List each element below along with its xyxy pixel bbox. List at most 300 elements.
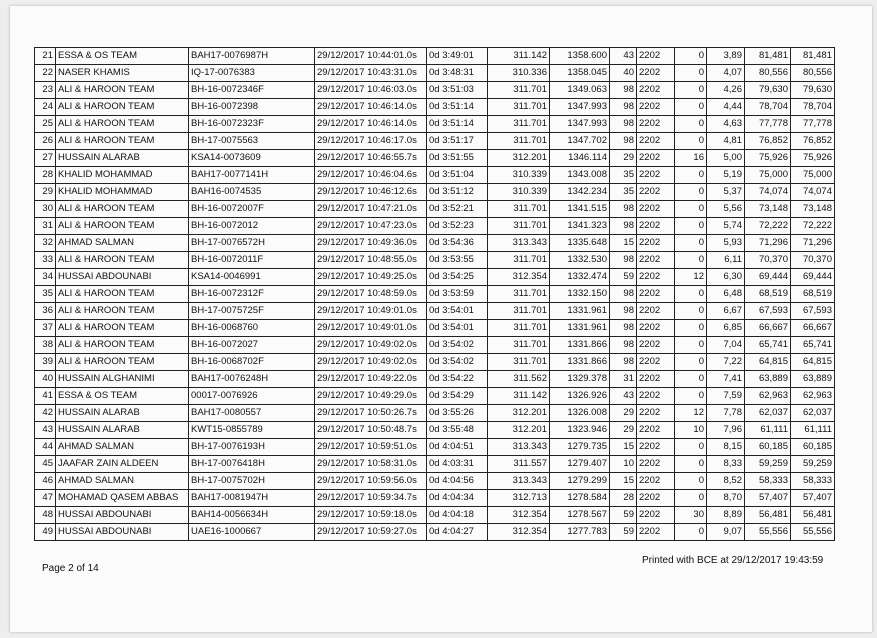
cell-code: 2202 <box>637 269 675 286</box>
cell-coefficient: 7,78 <box>707 405 745 422</box>
cell-speed: 1349.063 <box>550 82 610 99</box>
cell-speed: 1278.584 <box>550 490 610 507</box>
cell-arrival-time: 29/12/2017 10:49:01.0s <box>315 303 427 320</box>
cell-fancier-name: ALI & HAROON TEAM <box>56 320 189 337</box>
cell-speed: 1326.926 <box>550 388 610 405</box>
cell-code: 2202 <box>637 48 675 65</box>
cell-coefficient: 4,26 <box>707 82 745 99</box>
cell-distance: 311.701 <box>488 252 550 269</box>
cell-distance: 312.201 <box>488 150 550 167</box>
cell-code: 2202 <box>637 65 675 82</box>
cell-flag: 0 <box>675 303 707 320</box>
cell-arrival-time: 29/12/2017 10:49:02.0s <box>315 337 427 354</box>
cell-ring-number: BH-16-0072346F <box>189 82 315 99</box>
cell-fancier-name: HUSSAIN ALARAB <box>56 150 189 167</box>
cell-points: 67,593 <box>745 303 791 320</box>
cell-flag: 12 <box>675 269 707 286</box>
cell-speed: 1342.234 <box>550 184 610 201</box>
cell-position: 38 <box>35 337 56 354</box>
cell-points: 74,074 <box>745 184 791 201</box>
cell-entries: 98 <box>610 133 637 150</box>
cell-distance: 311.701 <box>488 99 550 116</box>
table-row <box>35 99 835 116</box>
cell-entries: 10 <box>610 456 637 473</box>
table-row <box>35 235 835 252</box>
cell-flight-duration: 0d 3:51:17 <box>427 133 488 150</box>
cell-entries: 98 <box>610 286 637 303</box>
cell-position: 48 <box>35 507 56 524</box>
cell-points: 73,148 <box>745 201 791 218</box>
cell-points: 62,037 <box>745 405 791 422</box>
cell-flag: 0 <box>675 354 707 371</box>
cell-fancier-name: HUSSAI ABDOUNABI <box>56 269 189 286</box>
table-row <box>35 354 835 371</box>
cell-distance: 312.354 <box>488 524 550 541</box>
cell-distance: 311.701 <box>488 286 550 303</box>
cell-ring-number: BAH17-0076248H <box>189 371 315 388</box>
cell-points-total: 61,111 <box>791 422 835 439</box>
cell-arrival-time: 29/12/2017 10:49:29.0s <box>315 388 427 405</box>
cell-points-total: 72,222 <box>791 218 835 235</box>
cell-flight-duration: 0d 3:54:01 <box>427 320 488 337</box>
printed-timestamp: Printed with BCE at 29/12/2017 19:43:59 <box>642 555 824 566</box>
cell-flight-duration: 0d 3:51:12 <box>427 184 488 201</box>
cell-distance: 312.354 <box>488 269 550 286</box>
cell-fancier-name: AHMAD SALMAN <box>56 439 189 456</box>
cell-flight-duration: 0d 3:54:29 <box>427 388 488 405</box>
cell-arrival-time: 29/12/2017 10:58:31.0s <box>315 456 427 473</box>
cell-distance: 310.339 <box>488 167 550 184</box>
cell-position: 43 <box>35 422 56 439</box>
cell-code: 2202 <box>637 201 675 218</box>
table-row <box>35 150 835 167</box>
cell-code: 2202 <box>637 184 675 201</box>
cell-code: 2202 <box>637 422 675 439</box>
cell-code: 2202 <box>637 337 675 354</box>
cell-code: 2202 <box>637 150 675 167</box>
cell-arrival-time: 29/12/2017 10:59:56.0s <box>315 473 427 490</box>
cell-code: 2202 <box>637 99 675 116</box>
cell-entries: 43 <box>610 48 637 65</box>
table-row <box>35 116 835 133</box>
cell-position: 49 <box>35 524 56 541</box>
cell-fancier-name: ALI & HAROON TEAM <box>56 303 189 320</box>
cell-entries: 98 <box>610 218 637 235</box>
cell-coefficient: 5,00 <box>707 150 745 167</box>
cell-points-total: 68,519 <box>791 286 835 303</box>
cell-speed: 1347.702 <box>550 133 610 150</box>
cell-code: 2202 <box>637 286 675 303</box>
cell-ring-number: BAH16-0074535 <box>189 184 315 201</box>
cell-arrival-time: 29/12/2017 10:59:34.7s <box>315 490 427 507</box>
cell-speed: 1347.993 <box>550 116 610 133</box>
cell-speed: 1341.323 <box>550 218 610 235</box>
cell-speed: 1331.866 <box>550 354 610 371</box>
cell-ring-number: BH-17-0076572H <box>189 235 315 252</box>
cell-distance: 312.201 <box>488 405 550 422</box>
table-row <box>35 303 835 320</box>
cell-points: 56,481 <box>745 507 791 524</box>
cell-speed: 1331.866 <box>550 337 610 354</box>
cell-speed: 1323.946 <box>550 422 610 439</box>
cell-ring-number: BH-17-0076418H <box>189 456 315 473</box>
cell-distance: 311.701 <box>488 133 550 150</box>
cell-position: 22 <box>35 65 56 82</box>
cell-entries: 31 <box>610 371 637 388</box>
cell-speed: 1335.648 <box>550 235 610 252</box>
cell-code: 2202 <box>637 82 675 99</box>
cell-flag: 0 <box>675 252 707 269</box>
cell-points: 65,741 <box>745 337 791 354</box>
cell-fancier-name: HUSSAIN ALGHANIMI <box>56 371 189 388</box>
cell-distance: 313.343 <box>488 439 550 456</box>
cell-entries: 98 <box>610 337 637 354</box>
cell-position: 30 <box>35 201 56 218</box>
cell-distance: 311.701 <box>488 82 550 99</box>
table-row <box>35 371 835 388</box>
cell-position: 39 <box>35 354 56 371</box>
cell-flag: 0 <box>675 116 707 133</box>
cell-speed: 1346.114 <box>550 150 610 167</box>
cell-flag: 0 <box>675 439 707 456</box>
cell-flight-duration: 0d 3:51:14 <box>427 99 488 116</box>
cell-points: 68,519 <box>745 286 791 303</box>
cell-fancier-name: HUSSAI ABDOUNABI <box>56 524 189 541</box>
cell-entries: 40 <box>610 65 637 82</box>
cell-distance: 311.701 <box>488 116 550 133</box>
cell-flag: 0 <box>675 235 707 252</box>
cell-points-total: 56,481 <box>791 507 835 524</box>
cell-flight-duration: 0d 3:54:25 <box>427 269 488 286</box>
cell-arrival-time: 29/12/2017 10:49:01.0s <box>315 320 427 337</box>
cell-fancier-name: HUSSAIN ALARAB <box>56 405 189 422</box>
cell-code: 2202 <box>637 354 675 371</box>
cell-flag: 0 <box>675 167 707 184</box>
cell-code: 2202 <box>637 473 675 490</box>
cell-flag: 0 <box>675 320 707 337</box>
cell-ring-number: BH-16-0072323F <box>189 116 315 133</box>
cell-arrival-time: 29/12/2017 10:50:48.7s <box>315 422 427 439</box>
cell-points: 80,556 <box>745 65 791 82</box>
table-row <box>35 269 835 286</box>
cell-flag: 30 <box>675 507 707 524</box>
cell-flight-duration: 0d 3:51:14 <box>427 116 488 133</box>
cell-arrival-time: 29/12/2017 10:48:59.0s <box>315 286 427 303</box>
cell-coefficient: 5,37 <box>707 184 745 201</box>
cell-coefficient: 6,48 <box>707 286 745 303</box>
cell-points-total: 78,704 <box>791 99 835 116</box>
cell-speed: 1331.961 <box>550 303 610 320</box>
cell-points: 57,407 <box>745 490 791 507</box>
cell-ring-number: BH-16-0072011F <box>189 252 315 269</box>
cell-points: 58,333 <box>745 473 791 490</box>
cell-distance: 310.339 <box>488 184 550 201</box>
cell-position: 40 <box>35 371 56 388</box>
cell-distance: 311.701 <box>488 303 550 320</box>
cell-coefficient: 7,04 <box>707 337 745 354</box>
cell-arrival-time: 29/12/2017 10:46:03.0s <box>315 82 427 99</box>
cell-points-total: 66,667 <box>791 320 835 337</box>
cell-points: 69,444 <box>745 269 791 286</box>
cell-entries: 98 <box>610 303 637 320</box>
cell-code: 2202 <box>637 252 675 269</box>
cell-coefficient: 8,33 <box>707 456 745 473</box>
cell-flight-duration: 0d 4:04:27 <box>427 524 488 541</box>
cell-flight-duration: 0d 3:51:04 <box>427 167 488 184</box>
cell-flight-duration: 0d 3:54:22 <box>427 371 488 388</box>
cell-ring-number: BH-17-0075725F <box>189 303 315 320</box>
page-number: Page 2 of 14 <box>42 563 99 574</box>
cell-ring-number: BH-16-0072312F <box>189 286 315 303</box>
cell-flight-duration: 0d 4:04:18 <box>427 507 488 524</box>
cell-points-total: 75,000 <box>791 167 835 184</box>
cell-points-total: 62,037 <box>791 405 835 422</box>
cell-flight-duration: 0d 3:52:23 <box>427 218 488 235</box>
cell-flight-duration: 0d 3:54:02 <box>427 354 488 371</box>
table-row <box>35 439 835 456</box>
cell-points: 78,704 <box>745 99 791 116</box>
cell-coefficient: 4,81 <box>707 133 745 150</box>
table-row <box>35 286 835 303</box>
cell-ring-number: BAH14-0056634H <box>189 507 315 524</box>
cell-ring-number: IQ-17-0076383 <box>189 65 315 82</box>
table-row <box>35 184 835 201</box>
cell-points: 60,185 <box>745 439 791 456</box>
cell-entries: 29 <box>610 150 637 167</box>
cell-fancier-name: ALI & HAROON TEAM <box>56 82 189 99</box>
cell-entries: 15 <box>610 439 637 456</box>
cell-ring-number: KSA14-0046991 <box>189 269 315 286</box>
cell-arrival-time: 29/12/2017 10:43:31.0s <box>315 65 427 82</box>
cell-arrival-time: 29/12/2017 10:49:36.0s <box>315 235 427 252</box>
cell-speed: 1279.299 <box>550 473 610 490</box>
cell-distance: 313.343 <box>488 235 550 252</box>
cell-flight-duration: 0d 4:04:56 <box>427 473 488 490</box>
cell-speed: 1358.045 <box>550 65 610 82</box>
document-page <box>10 6 872 632</box>
cell-flight-duration: 0d 3:51:03 <box>427 82 488 99</box>
cell-code: 2202 <box>637 303 675 320</box>
cell-flag: 16 <box>675 150 707 167</box>
cell-entries: 29 <box>610 422 637 439</box>
cell-points-total: 64,815 <box>791 354 835 371</box>
cell-arrival-time: 29/12/2017 10:46:12.6s <box>315 184 427 201</box>
cell-ring-number: BH-16-0072012 <box>189 218 315 235</box>
cell-points: 72,222 <box>745 218 791 235</box>
cell-entries: 43 <box>610 388 637 405</box>
cell-flag: 0 <box>675 133 707 150</box>
table-row <box>35 65 835 82</box>
cell-distance: 312.201 <box>488 422 550 439</box>
cell-flight-duration: 0d 3:53:59 <box>427 286 488 303</box>
cell-arrival-time: 29/12/2017 10:44:01.0s <box>315 48 427 65</box>
cell-points: 66,667 <box>745 320 791 337</box>
cell-ring-number: BAH17-0080557 <box>189 405 315 422</box>
cell-code: 2202 <box>637 388 675 405</box>
cell-fancier-name: ALI & HAROON TEAM <box>56 286 189 303</box>
cell-points-total: 75,926 <box>791 150 835 167</box>
table-row <box>35 490 835 507</box>
cell-distance: 311.701 <box>488 354 550 371</box>
cell-speed: 1329.378 <box>550 371 610 388</box>
cell-position: 23 <box>35 82 56 99</box>
cell-points-total: 55,556 <box>791 524 835 541</box>
cell-flag: 0 <box>675 99 707 116</box>
table-row <box>35 218 835 235</box>
cell-flight-duration: 0d 3:55:26 <box>427 405 488 422</box>
cell-ring-number: BH-16-0072027 <box>189 337 315 354</box>
cell-points-total: 71,296 <box>791 235 835 252</box>
cell-distance: 311.701 <box>488 320 550 337</box>
cell-fancier-name: ALI & HAROON TEAM <box>56 337 189 354</box>
cell-code: 2202 <box>637 133 675 150</box>
table-row <box>35 507 835 524</box>
cell-fancier-name: HUSSAIN ALARAB <box>56 422 189 439</box>
cell-position: 45 <box>35 456 56 473</box>
cell-speed: 1332.474 <box>550 269 610 286</box>
cell-fancier-name: AHMAD SALMAN <box>56 235 189 252</box>
table-row <box>35 48 835 65</box>
cell-coefficient: 7,41 <box>707 371 745 388</box>
cell-entries: 59 <box>610 524 637 541</box>
cell-position: 46 <box>35 473 56 490</box>
cell-flight-duration: 0d 4:04:34 <box>427 490 488 507</box>
cell-points: 64,815 <box>745 354 791 371</box>
cell-fancier-name: ESSA & OS TEAM <box>56 388 189 405</box>
cell-position: 31 <box>35 218 56 235</box>
cell-points: 81,481 <box>745 48 791 65</box>
cell-flight-duration: 0d 3:49:01 <box>427 48 488 65</box>
cell-fancier-name: ESSA & OS TEAM <box>56 48 189 65</box>
cell-points-total: 74,074 <box>791 184 835 201</box>
cell-speed: 1332.150 <box>550 286 610 303</box>
cell-flight-duration: 0d 3:55:48 <box>427 422 488 439</box>
table-row <box>35 524 835 541</box>
table-row <box>35 422 835 439</box>
cell-position: 37 <box>35 320 56 337</box>
cell-coefficient: 5,74 <box>707 218 745 235</box>
cell-coefficient: 9,07 <box>707 524 745 541</box>
cell-flag: 12 <box>675 405 707 422</box>
cell-arrival-time: 29/12/2017 10:59:51.0s <box>315 439 427 456</box>
cell-code: 2202 <box>637 320 675 337</box>
table-row <box>35 388 835 405</box>
cell-entries: 59 <box>610 507 637 524</box>
cell-flag: 10 <box>675 422 707 439</box>
cell-speed: 1347.993 <box>550 99 610 116</box>
cell-fancier-name: ALI & HAROON TEAM <box>56 218 189 235</box>
cell-distance: 311.701 <box>488 337 550 354</box>
table-row <box>35 133 835 150</box>
cell-points-total: 76,852 <box>791 133 835 150</box>
cell-coefficient: 6,85 <box>707 320 745 337</box>
cell-flight-duration: 0d 3:54:36 <box>427 235 488 252</box>
cell-points: 62,963 <box>745 388 791 405</box>
cell-coefficient: 4,07 <box>707 65 745 82</box>
cell-position: 26 <box>35 133 56 150</box>
cell-coefficient: 8,70 <box>707 490 745 507</box>
cell-flag: 0 <box>675 218 707 235</box>
cell-code: 2202 <box>637 235 675 252</box>
cell-ring-number: BH-16-0072007F <box>189 201 315 218</box>
cell-distance: 310.336 <box>488 65 550 82</box>
cell-points-total: 65,741 <box>791 337 835 354</box>
cell-position: 27 <box>35 150 56 167</box>
cell-points: 61,111 <box>745 422 791 439</box>
cell-flight-duration: 0d 3:53:55 <box>427 252 488 269</box>
cell-ring-number: BH-16-0072398 <box>189 99 315 116</box>
cell-flag: 0 <box>675 490 707 507</box>
cell-points-total: 67,593 <box>791 303 835 320</box>
cell-fancier-name: HUSSAI ABDOUNABI <box>56 507 189 524</box>
cell-coefficient: 7,59 <box>707 388 745 405</box>
cell-points-total: 63,889 <box>791 371 835 388</box>
cell-coefficient: 7,96 <box>707 422 745 439</box>
cell-flight-duration: 0d 3:51:55 <box>427 150 488 167</box>
cell-position: 41 <box>35 388 56 405</box>
cell-flight-duration: 0d 3:48:31 <box>427 65 488 82</box>
cell-entries: 59 <box>610 269 637 286</box>
cell-points: 76,852 <box>745 133 791 150</box>
cell-coefficient: 5,19 <box>707 167 745 184</box>
cell-ring-number: UAE16-1000667 <box>189 524 315 541</box>
cell-flag: 0 <box>675 65 707 82</box>
cell-points-total: 77,778 <box>791 116 835 133</box>
cell-arrival-time: 29/12/2017 10:59:27.0s <box>315 524 427 541</box>
cell-code: 2202 <box>637 371 675 388</box>
cell-distance: 312.713 <box>488 490 550 507</box>
cell-entries: 98 <box>610 354 637 371</box>
cell-flight-duration: 0d 3:54:01 <box>427 303 488 320</box>
cell-fancier-name: ALI & HAROON TEAM <box>56 354 189 371</box>
cell-arrival-time: 29/12/2017 10:46:14.0s <box>315 99 427 116</box>
cell-fancier-name: ALI & HAROON TEAM <box>56 201 189 218</box>
cell-coefficient: 6,11 <box>707 252 745 269</box>
cell-distance: 312.354 <box>488 507 550 524</box>
cell-flag: 0 <box>675 184 707 201</box>
cell-speed: 1358.600 <box>550 48 610 65</box>
cell-entries: 15 <box>610 473 637 490</box>
cell-speed: 1341.515 <box>550 201 610 218</box>
cell-entries: 98 <box>610 320 637 337</box>
cell-speed: 1331.961 <box>550 320 610 337</box>
cell-flight-duration: 0d 4:04:51 <box>427 439 488 456</box>
cell-distance: 311.562 <box>488 371 550 388</box>
cell-flight-duration: 0d 3:54:02 <box>427 337 488 354</box>
cell-fancier-name: ALI & HAROON TEAM <box>56 116 189 133</box>
cell-code: 2202 <box>637 116 675 133</box>
cell-points-total: 81,481 <box>791 48 835 65</box>
cell-position: 29 <box>35 184 56 201</box>
cell-code: 2202 <box>637 507 675 524</box>
cell-coefficient: 5,93 <box>707 235 745 252</box>
cell-points: 70,370 <box>745 252 791 269</box>
cell-coefficient: 7,22 <box>707 354 745 371</box>
cell-points: 71,296 <box>745 235 791 252</box>
cell-code: 2202 <box>637 405 675 422</box>
table-row <box>35 320 835 337</box>
cell-flag: 0 <box>675 524 707 541</box>
cell-ring-number: BAH17-0081947H <box>189 490 315 507</box>
table-row <box>35 405 835 422</box>
cell-coefficient: 8,52 <box>707 473 745 490</box>
table-row <box>35 252 835 269</box>
cell-position: 35 <box>35 286 56 303</box>
cell-code: 2202 <box>637 439 675 456</box>
cell-arrival-time: 29/12/2017 10:49:25.0s <box>315 269 427 286</box>
cell-arrival-time: 29/12/2017 10:46:17.0s <box>315 133 427 150</box>
cell-coefficient: 4,44 <box>707 99 745 116</box>
